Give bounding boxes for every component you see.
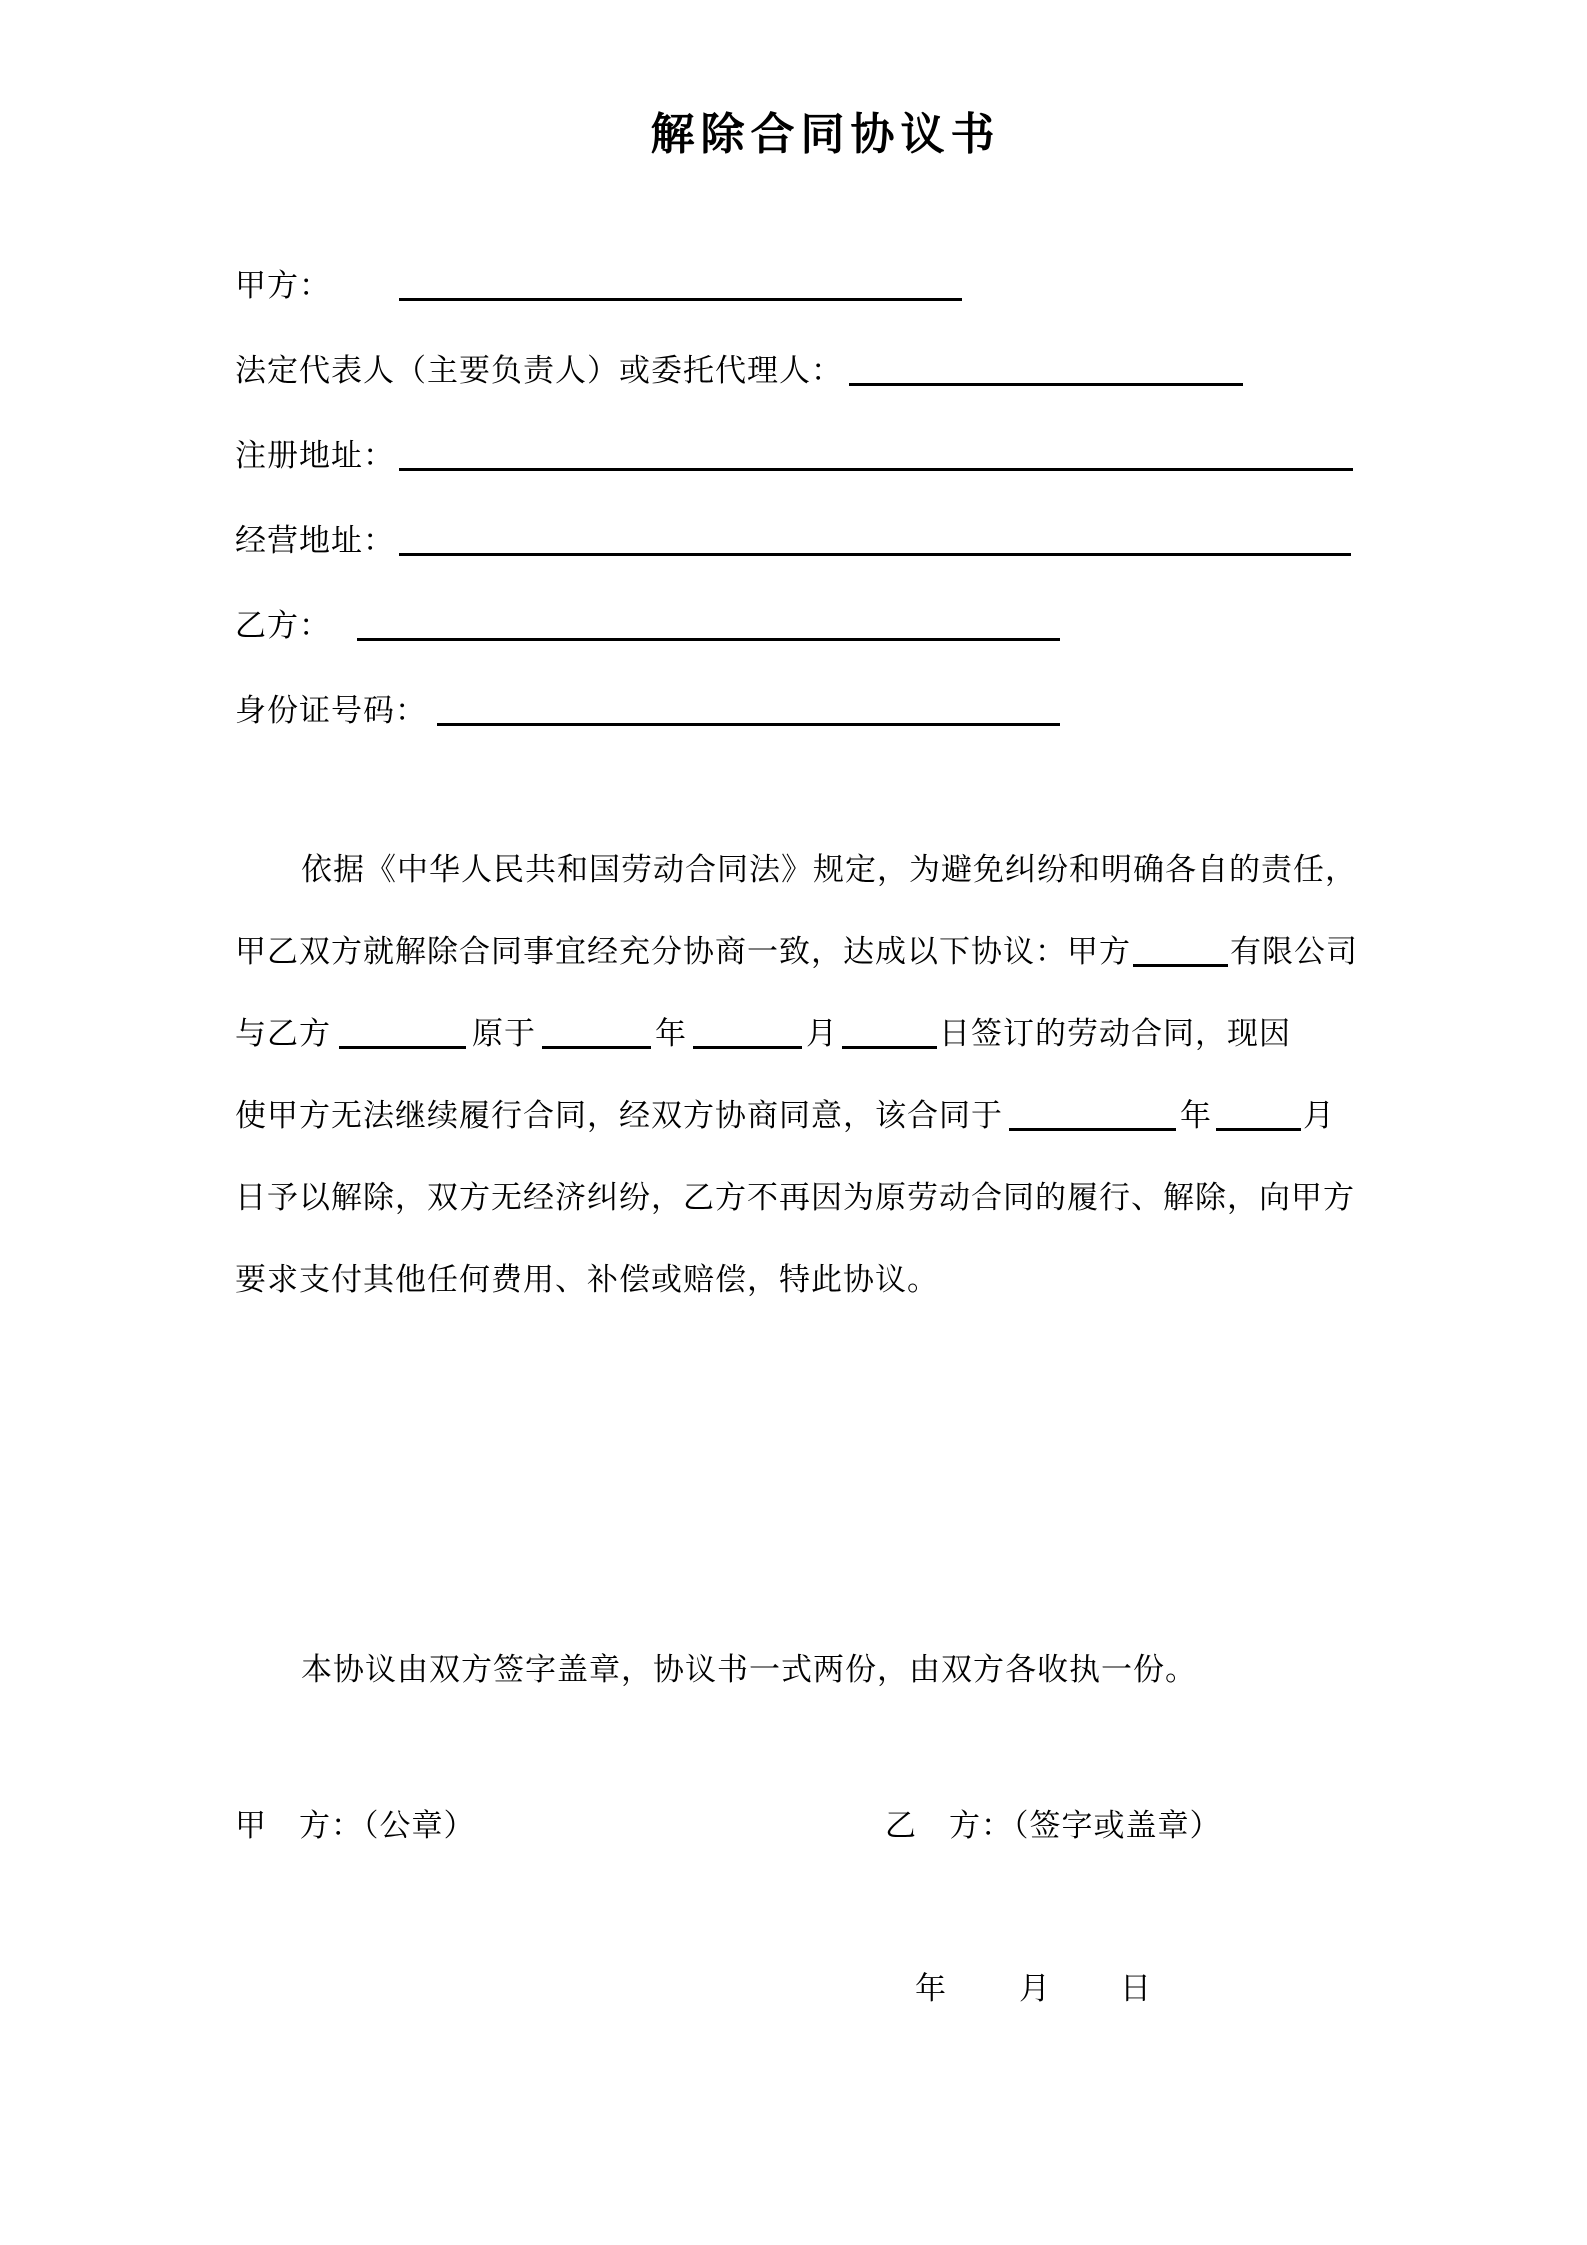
business-address-blank-line — [399, 553, 1351, 556]
party-b-label: 乙方： — [235, 608, 331, 643]
field-row-registered-address — [235, 413, 1360, 498]
date-year-label: 年 — [915, 1971, 946, 2006]
para-line-6 — [235, 1239, 1360, 1321]
id-number-blank-line — [437, 723, 1060, 726]
field-row-legal-representative — [235, 328, 1360, 413]
para-text: 甲乙双方就解除合同事宜经充分协商一致，达成以下协议：甲方 — [235, 934, 1131, 969]
para-text: 使甲方无法继续履行合同，经双方协商同意，该合同于 — [235, 1098, 1003, 1133]
para-text: 月 — [1303, 1098, 1335, 1133]
id-number-label: 身份证号码： — [235, 693, 427, 728]
para-text: 原于 — [472, 1016, 536, 1051]
para-text: 日签订的劳动合同，现因 — [939, 1016, 1291, 1051]
agreement-paragraph — [235, 829, 1360, 1321]
business-address-label: 经营地址： — [235, 523, 395, 558]
party-info-section — [235, 243, 1360, 753]
contract-sign-year-blank — [542, 1046, 651, 1049]
para-text: 依据《中华人民共和国劳动合同法》规定，为避免纠纷和明确各自的责任， — [301, 852, 1357, 887]
field-row-business-address — [235, 498, 1360, 583]
para-line-4 — [235, 1075, 1360, 1157]
para-line-1 — [235, 829, 1360, 911]
party-a-company-name-blank — [1133, 964, 1228, 967]
party-a-signature-label: 甲 方：（公章） — [235, 1808, 476, 1843]
para-line-5 — [235, 1157, 1360, 1239]
party-a-blank-line — [399, 298, 962, 301]
date-row — [235, 1948, 1360, 2030]
party-b-blank-line — [357, 638, 1060, 641]
termination-month-blank — [1216, 1128, 1301, 1131]
party-a-label: 甲方： — [235, 268, 331, 303]
document-content — [235, 0, 1360, 2030]
field-row-party-b — [235, 583, 1360, 668]
para-line-2 — [235, 911, 1360, 993]
field-row-party-a — [235, 243, 1360, 328]
registered-address-blank-line — [399, 468, 1353, 471]
para-text: 与乙方 — [235, 1016, 331, 1051]
para-text: 日予以解除，双方无经济纠纷，乙方不再因为原劳动合同的履行、解除，向甲方 — [235, 1180, 1355, 1215]
party-b-name-blank — [339, 1046, 466, 1049]
legal-representative-label: 法定代表人（主要负责人）或委托代理人： — [235, 353, 843, 388]
closing-statement: 本协议由双方签字盖章，协议书一式两份，由双方各收执一份。 — [301, 1652, 1197, 1687]
legal-representative-blank-line — [849, 383, 1243, 386]
para-line-3 — [235, 993, 1360, 1075]
termination-year-blank — [1009, 1128, 1176, 1131]
date-month-label: 月 — [1019, 1971, 1050, 2006]
date-day-label: 日 — [1120, 1971, 1151, 2006]
para-text: 月 — [806, 1016, 838, 1051]
contract-sign-month-blank — [693, 1046, 802, 1049]
registered-address-label: 注册地址： — [235, 438, 395, 473]
para-text: 有限公司 — [1230, 934, 1358, 969]
field-row-id-number — [235, 668, 1360, 753]
party-b-signature-label: 乙 方：（签字或盖章） — [885, 1808, 1222, 1843]
para-text: 年 — [1180, 1098, 1212, 1133]
contract-sign-day-blank — [842, 1046, 937, 1049]
signature-row — [235, 1785, 1360, 1867]
para-text: 年 — [655, 1016, 687, 1051]
para-text: 要求支付其他任何费用、补偿或赔偿，特此协议。 — [235, 1262, 939, 1297]
page-title: 解除合同协议书 — [650, 110, 1001, 159]
